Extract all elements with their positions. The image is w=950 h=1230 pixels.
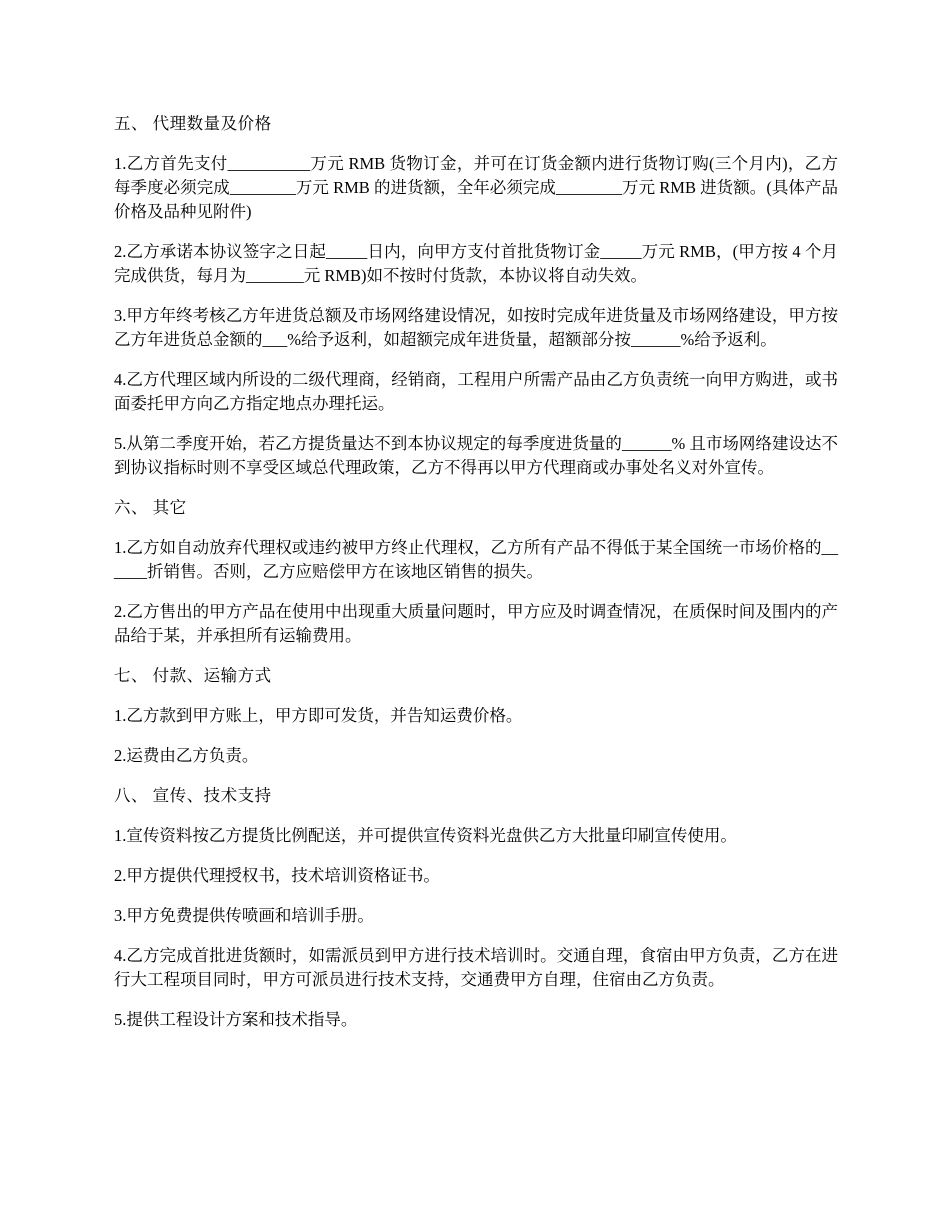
- clause-5-2: 2.乙方承诺本协议签字之日起_____日内，向甲方支付首批货物订金_____万元 RMB，(甲方按 4 个月完成供货，每月为_______元 RMB)如不按时付货款，本协议将自动失效。: [114, 242, 838, 285]
- clause-8-4: 4.乙方完成首批进货额时，如需派员到甲方进行技术培训时。交通自理，食宿由甲方负责，乙方在进行大工程项目同时，甲方可派员进行技术支持，交通费甲方自理，住宿由乙方负责。: [114, 946, 838, 989]
- clause-5-3: 3.甲方年终考核乙方年进货总额及市场网络建设情况，如按时完成年进货量及市场网络建设，甲方按乙方年进货总金额的___%给予返利，如超额完成年进货量，超额部分按______%给予返利。: [114, 306, 838, 349]
- clause-5-1: 1.乙方首先支付__________万元 RMB 货物订金，并可在订货金额内进行货物订购(三个月内)，乙方每季度必须完成________万元 RMB 的进货额，全年必须完成________万元 RMB 进货额。(具体产品价格及品种见附件): [114, 154, 838, 221]
- section-heading-6: 六、 其它: [114, 498, 187, 517]
- clause-6-1: 1.乙方如自动放弃代理权或违约被甲方终止代理权，乙方所有产品不得低于某全国统一市场价格的______折销售。否则，乙方应赔偿甲方在该地区销售的损失。: [114, 538, 838, 581]
- document-page: [114, 112, 838, 1048]
- clause-8-3: 3.甲方免费提供传喷画和培训手册。: [114, 906, 374, 925]
- clause-5-4: 4.乙方代理区域内所设的二级代理商，经销商，工程用户所需产品由乙方负责统一向甲方购进，或书面委托甲方向乙方指定地点办理托运。: [114, 370, 838, 413]
- section-heading-8: 八、 宣传、技术支持: [114, 786, 272, 805]
- clause-6-2: 2.乙方售出的甲方产品在使用中出现重大质量问题时，甲方应及时调查情况，在质保时间及围内的产品给于某，并承担所有运输费用。: [114, 602, 838, 645]
- clause-7-1: 1.乙方款到甲方账上，甲方即可发货，并告知运费价格。: [114, 706, 523, 725]
- clause-8-5: 5.提供工程设计方案和技术指导。: [114, 1010, 358, 1029]
- clause-5-5: 5.从第二季度开始，若乙方提货量达不到本协议规定的每季度进货量的______% 且市场网络建设达不到协议指标时则不享受区域总代理政策，乙方不得再以甲方代理商或办事处名义对外宣传。: [114, 434, 838, 477]
- clause-8-1: 1.宣传资料按乙方提货比例配送，并可提供宣传资料光盘供乙方大批量印刷宣传使用。: [114, 826, 737, 845]
- section-heading-5: 五、 代理数量及价格: [114, 114, 272, 133]
- clause-7-2: 2.运费由乙方负责。: [114, 746, 259, 765]
- section-heading-7: 七、 付款、运输方式: [114, 666, 272, 685]
- clause-8-2: 2.甲方提供代理授权书，技术培训资格证书。: [114, 866, 440, 885]
